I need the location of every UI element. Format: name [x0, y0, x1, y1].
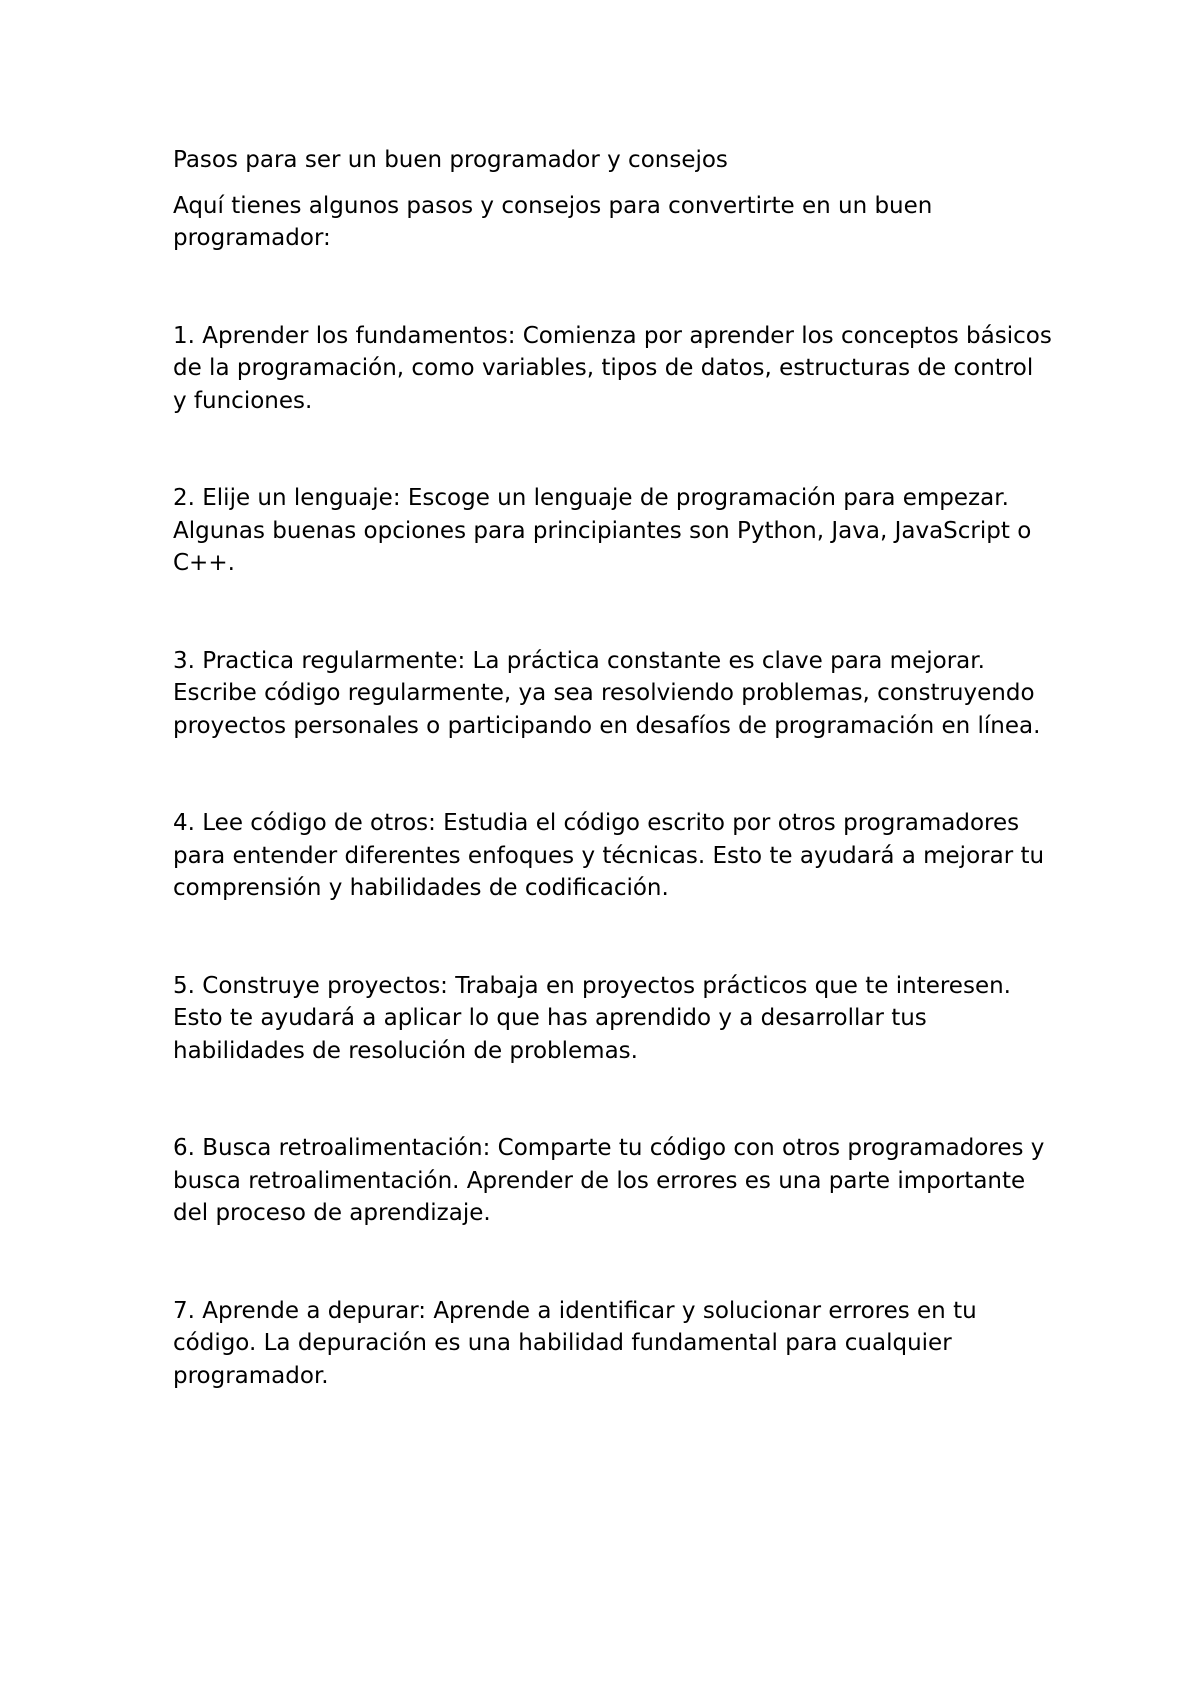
- step-paragraph: 4. Lee código de otros: Estudia el código escrito por otros programadores para entender diferentes enfoques y técnicas. Esto te ayudará a mejorar tu comprensión y habilidades de codificación.: [173, 810, 1045, 901]
- step-paragraph: 5. Construye proyectos: Trabaja en proyectos prácticos que te interesen. Esto te ayudará a aplicar lo que has aprendido y a desarrollar tus habilidades de resolución de problemas.: [173, 972, 1011, 1064]
- step-paragraph: 1. Aprender los fundamentos: Comienza por aprender los conceptos básicos de la programación, como variables, tipos de datos, estructuras de control y funciones.: [173, 322, 1052, 414]
- step-paragraph: 2. Elije un lenguaje: Escoge un lenguaje de programación para empezar. Algunas buenas opciones para principiantes son Python, Java, JavaScript o C++.: [173, 485, 1032, 576]
- step-paragraph: 3. Practica regularmente: La práctica constante es clave para mejorar. Escribe código regularmente, ya sea resolviendo problemas, construyendo proyectos personales o participando en desafíos de programación en línea.: [173, 647, 1041, 739]
- intro-paragraph: Aquí tienes algunos pasos y consejos para convertirte en un buen programador:: [173, 192, 933, 251]
- step-paragraph: 6. Busca retroalimentación: Comparte tu código con otros programadores y busca retroalimentación. Aprender de los errores es una parte importante del proceso de aprendizaje.: [173, 1135, 1045, 1226]
- document-title: Pasos para ser un buen programador y consejos: [173, 147, 728, 173]
- document-body: [173, 144, 1053, 1457]
- step-paragraph: 7. Aprende a depurar: Aprende a identificar y solucionar errores en tu código. La depuración es una habilidad fundamental para cualquier programador.: [173, 1297, 977, 1389]
